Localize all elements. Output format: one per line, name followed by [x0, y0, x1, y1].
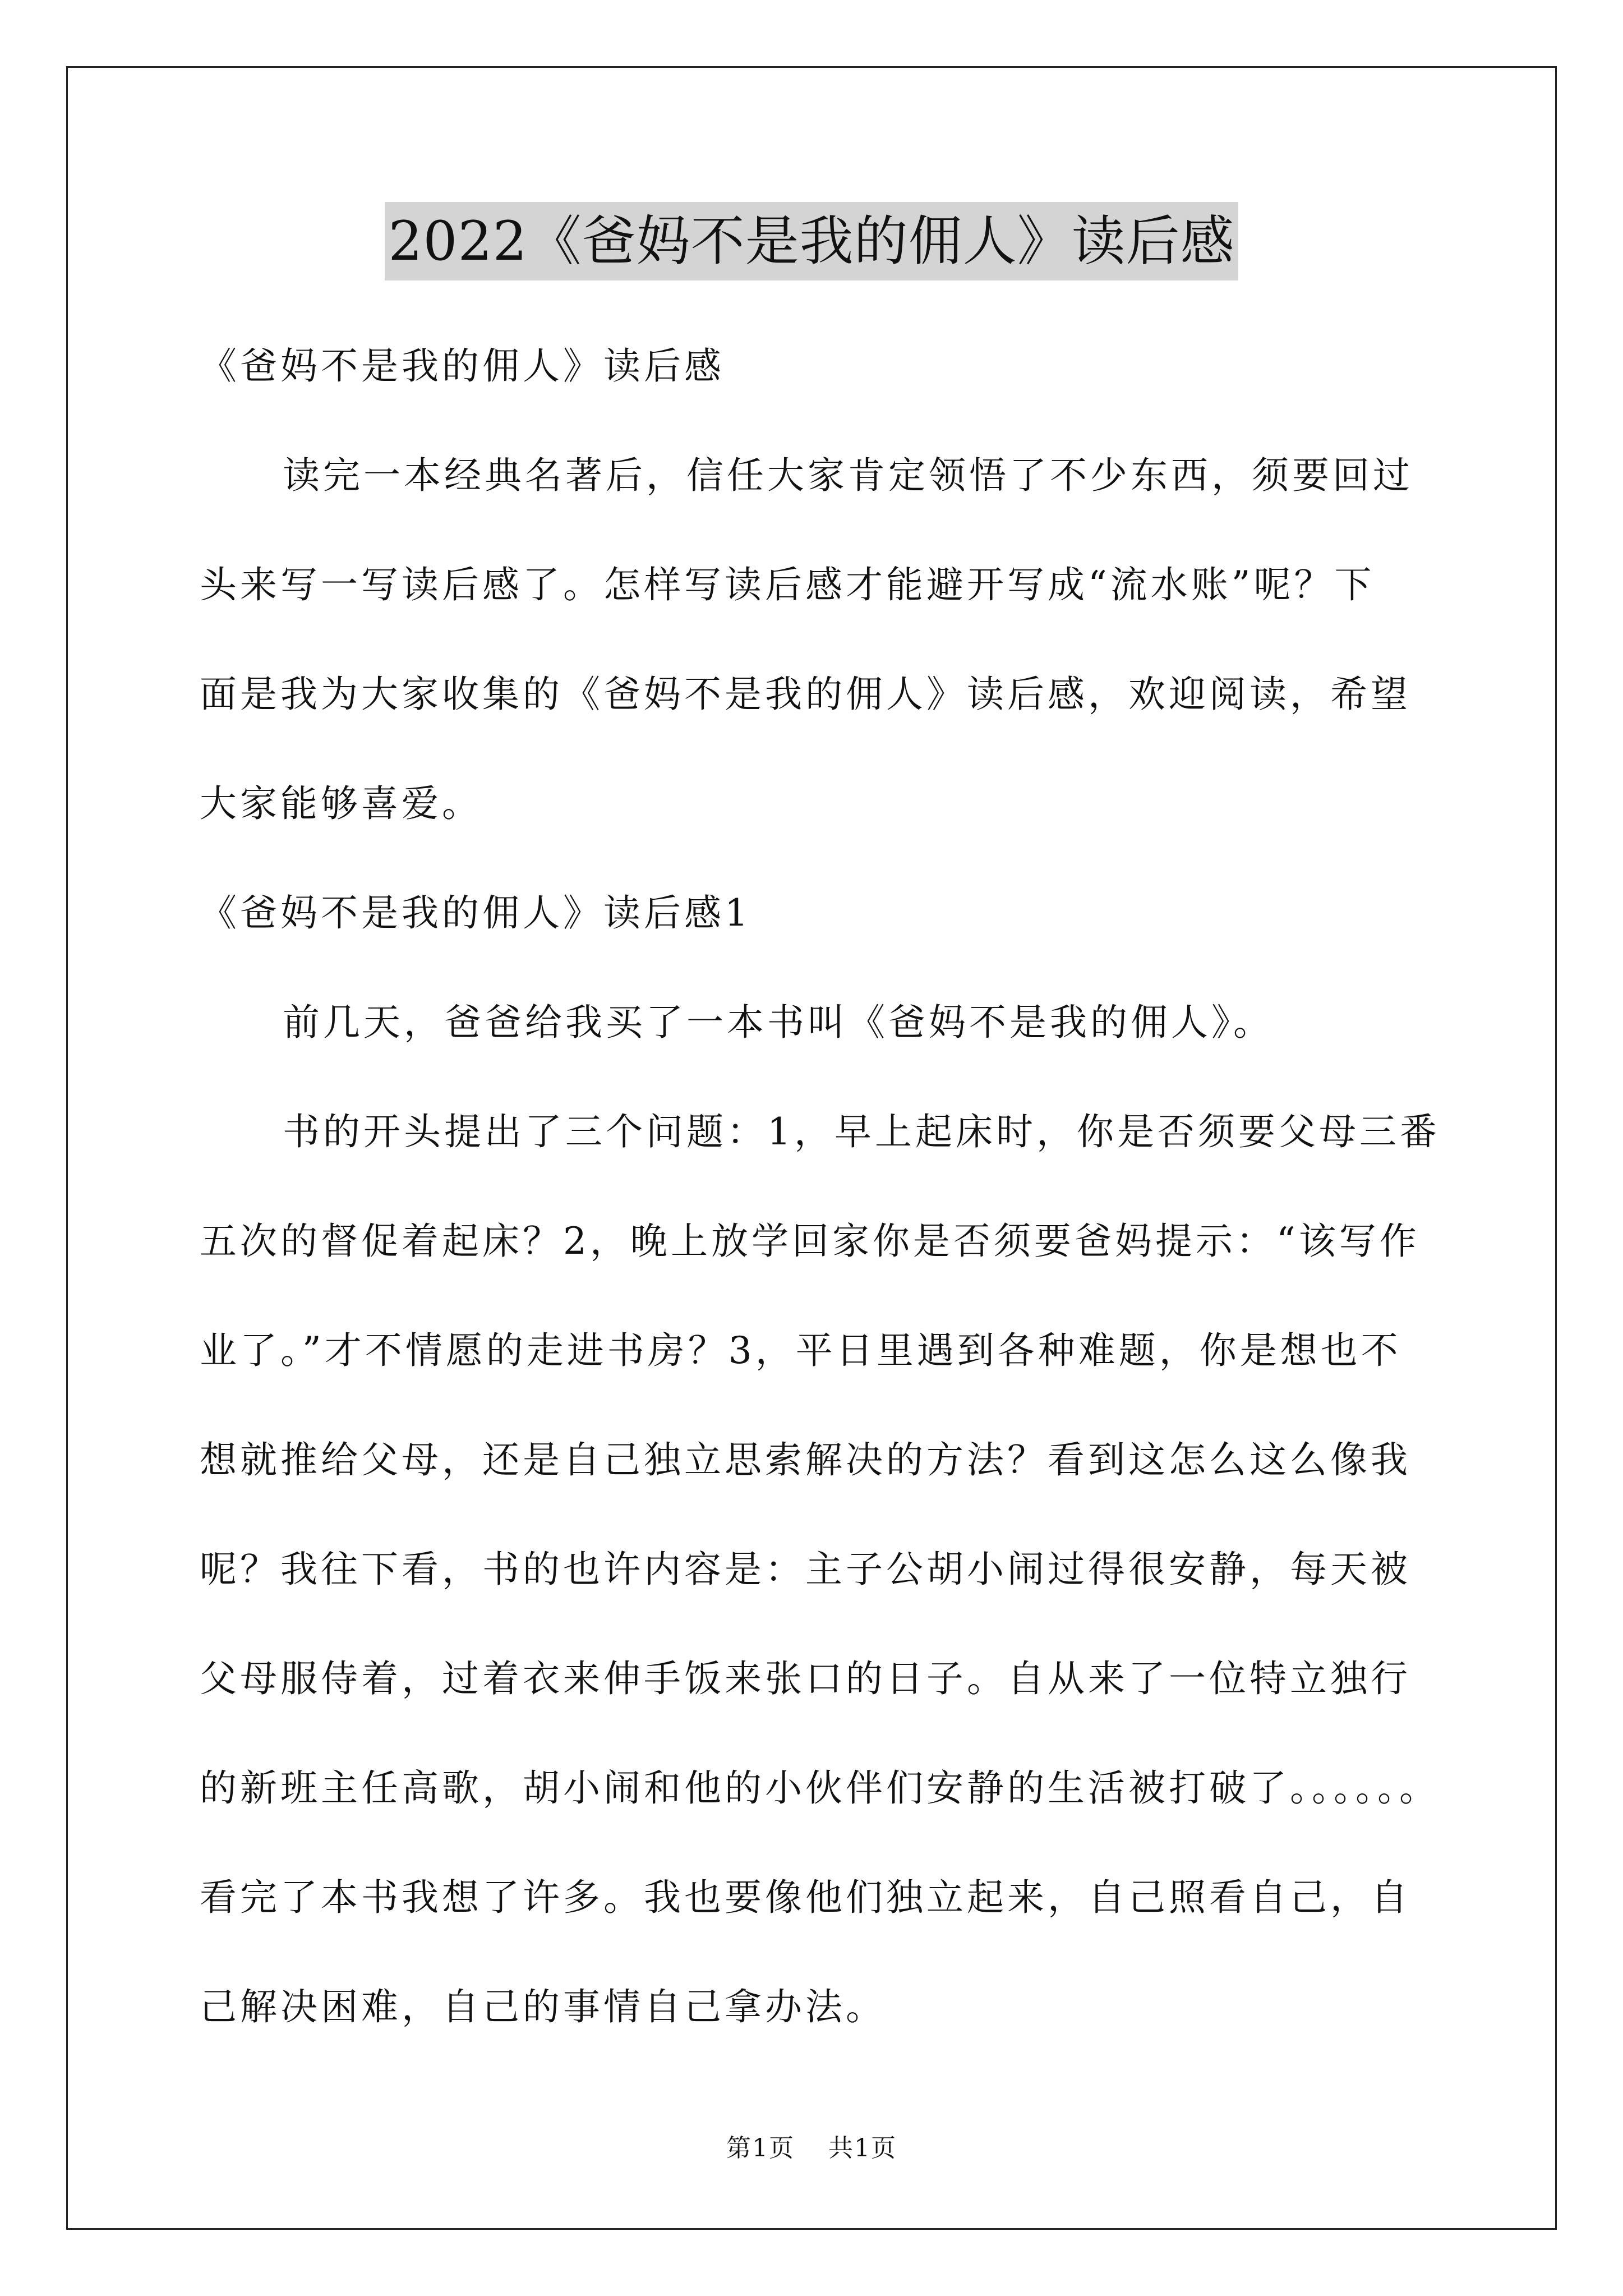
document-body: [200, 311, 1440, 2062]
paragraph-line: 想就推给父母，还是自己独立思索解决的方法？看到这怎么这么像我: [200, 1438, 1411, 1481]
paragraph-line: 五次的督促着起床？2，晚上放学回家你是否须要爸妈提示：“该写作: [200, 1220, 1420, 1263]
paragraph-line: 呢？我往下看，书的也许内容是：主子公胡小闹过得很安静，每天被: [200, 1548, 1411, 1591]
paragraph-line: 看完了本书我想了许多。我也要像他们独立起来，自己照看自己，自: [200, 1876, 1411, 1919]
paragraph-line: 头来写一写读后感了。怎样写读后感才能避开写成“流水账”呢？下: [200, 563, 1375, 606]
section-heading-1: 《爸妈不是我的佣人》读后感: [200, 344, 725, 388]
paragraph-line: 的新班主任高歌，胡小闹和他的小伙伴们安静的生活被打破了。。。。。。: [200, 1766, 1440, 1810]
page-number-total: 共1页: [828, 2134, 897, 2162]
paragraph-line: 面是我为大家收集的《爸妈不是我的佣人》读后感，欢迎阅读，希望: [200, 673, 1411, 716]
title-container: [0, 202, 1623, 280]
section-heading-2: 《爸妈不是我的佣人》读后感1: [200, 891, 751, 935]
page-footer: [0, 2132, 1623, 2165]
paragraph-line: 己解决困难，自己的事情自己拿办法。: [200, 1985, 886, 2028]
intro-paragraph: [200, 421, 1428, 858]
body-paragraph-2: [200, 1077, 1440, 2062]
paragraph-line: 大家能够喜爱。: [200, 782, 482, 825]
paragraph-line: 书的开头提出了三个问题：1，早上起床时，你是否须要父母三番: [283, 1110, 1440, 1153]
paragraph-line: 业了。”才不情愿的走进书房？3，平日里遇到各种难题，你是想也不: [200, 1329, 1401, 1372]
page-number-current: 第1页: [726, 2134, 795, 2162]
body-paragraph-1: 前几天，爸爸给我买了一本书叫《爸妈不是我的佣人》。: [283, 1001, 1274, 1044]
document-title: 2022《爸妈不是我的佣人》读后感: [385, 202, 1238, 280]
paragraph-line: 父母服侍着，过着衣来伸手饭来张口的日子。自从来了一位特立独行: [200, 1657, 1411, 1700]
paragraph-line: 读完一本经典名著后，信任大家肯定领悟了不少东西，须要回过: [283, 454, 1413, 497]
